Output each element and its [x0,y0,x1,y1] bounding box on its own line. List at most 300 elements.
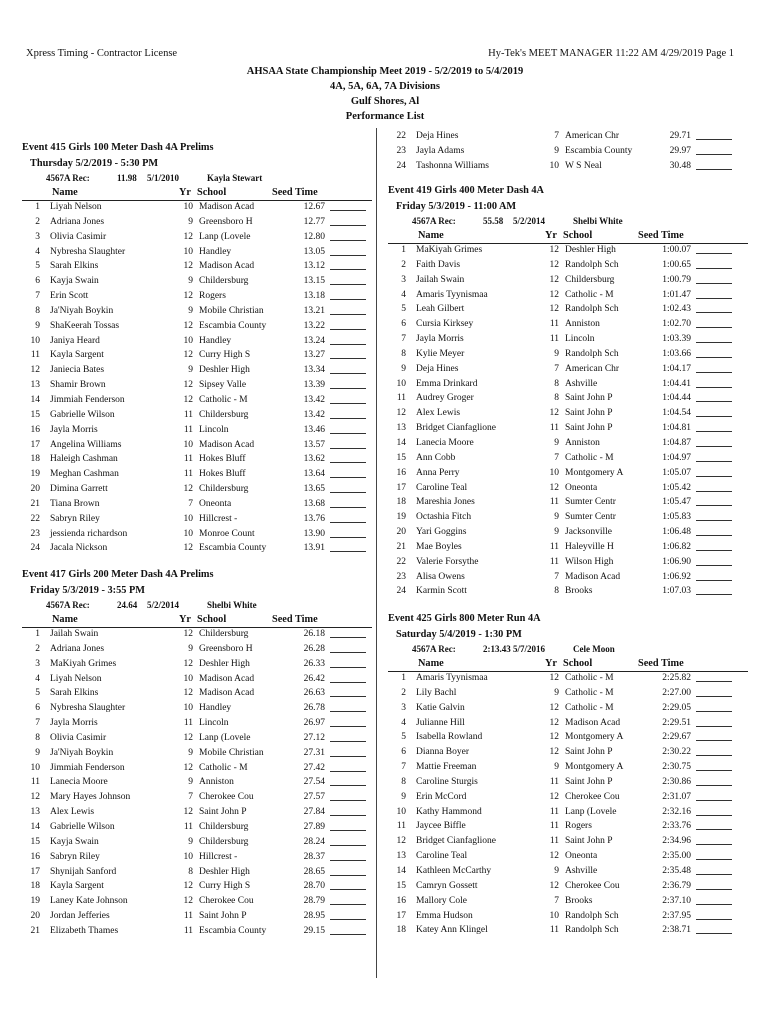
event-417 [22,567,372,940]
result-blank [696,431,732,432]
year: 12 [183,688,193,699]
school: Hillcrest - [199,851,238,862]
school: Randolph Sch [565,925,619,936]
athlete-name: Lanecia Moore [416,437,474,448]
event-title: Event 415 Girls 100 Meter Dash 4A Prelims [22,142,214,153]
seed-time: 2:33.76 [662,821,691,832]
col-school: School [563,658,593,669]
school: Curry High S [199,350,251,361]
athlete-name: Jayla Morris [416,334,464,345]
place: 20 [30,484,40,495]
year: 10 [183,202,193,212]
result-blank [330,667,366,668]
athlete-name: Erin McCord [416,791,467,802]
result-blank [330,889,366,890]
result-row [22,305,372,320]
athlete-name: Jailah Swain [416,274,465,285]
school: Childersburg [199,629,249,639]
result-blank [696,874,732,875]
school: Cherokee Cou [565,880,620,891]
record-time: 24.64 [117,600,138,610]
result-row [388,687,748,702]
seed-time: 13.39 [303,380,325,391]
result-row [22,246,372,261]
year: 11 [183,409,193,420]
athlete-name: Kayla Sargent [50,881,104,892]
year: 12 [549,702,559,713]
place: 7 [401,762,406,773]
seed-time: 26.42 [303,673,325,684]
seed-time: 27.54 [303,777,325,788]
athlete-name: Lanecia Moore [50,777,108,788]
school: Lincoln [565,334,595,345]
result-blank [696,565,732,566]
result-blank [696,505,732,506]
year: 8 [188,866,193,877]
place: 6 [35,703,40,714]
school: Saint John P [199,807,247,818]
athlete-name: Dianna Boyer [416,747,470,758]
place: 8 [35,305,40,316]
result-row [388,556,748,571]
seed-time: 1:04.87 [662,437,691,448]
seed-time: 2:30.86 [662,776,691,787]
col-yr: Yr [545,230,558,241]
result-row [22,439,372,454]
result-blank [696,253,732,254]
athlete-name: Tashonna Williams [416,160,489,171]
result-row [22,821,372,836]
athlete-name: Nybresha Slaughter [50,246,126,257]
athlete-name: Jordan Jefferies [50,911,110,922]
year: 12 [549,245,559,255]
result-row [22,483,372,498]
col-seed: Seed Time [638,230,684,241]
record-label: 4567A Rec: [412,644,456,654]
year: 11 [183,469,193,480]
school: Madison Acad [199,261,255,272]
result-row [22,866,372,881]
seed-time: 1:02.43 [662,304,691,315]
year: 11 [549,776,559,787]
seed-time: 27.57 [303,792,325,803]
year: 11 [183,454,193,465]
result-row [388,820,748,835]
event-title: Event 419 Girls 400 Meter Dash 4A [388,185,544,196]
year: 12 [183,394,193,405]
school: Deshler High [199,365,250,376]
place: 9 [401,363,406,374]
place: 1 [35,202,40,212]
school: Deshler High [199,866,250,877]
result-row [388,585,748,600]
result-blank [330,388,366,389]
place: 16 [30,851,40,862]
school: Sipsey Valle [199,380,247,391]
result-row [388,910,748,925]
athlete-name: Jayla Adams [416,145,465,156]
seed-time: 1:06.90 [662,556,691,567]
column-header [388,229,748,244]
school: Montgomery A [565,732,624,743]
place: 10 [30,762,40,773]
athlete-name: Tiana Brown [50,498,100,509]
school: Oneonta [565,851,598,862]
seed-time: 2:34.96 [662,836,691,847]
result-row [388,303,748,318]
athlete-name: Kathy Hammond [416,806,482,817]
seed-time: 28.79 [303,896,325,907]
place: 5 [35,688,40,699]
result-blank [696,283,732,284]
year: 12 [549,274,559,285]
athlete-name: Amaris Tyynismaa [416,289,488,300]
result-blank [330,875,366,876]
seed-time: 2:32.16 [662,806,691,817]
result-row [388,835,748,850]
result-blank [330,537,366,538]
school: Saint John P [565,393,613,404]
seed-time: 1:07.03 [662,586,691,597]
place: 21 [30,925,40,936]
place: 8 [401,776,406,787]
result-row [388,244,748,259]
col-yr: Yr [179,614,192,625]
year: 10 [183,439,193,450]
seed-time: 1:00.79 [662,274,691,285]
year: 12 [183,291,193,302]
school: Lincoln [199,424,229,435]
result-blank [330,800,366,801]
result-blank [330,358,366,359]
result-row [388,746,748,761]
result-row [388,761,748,776]
athlete-name: Dimina Garrett [50,484,108,495]
place: 8 [401,348,406,359]
record-line [388,642,748,657]
result-blank [696,580,732,581]
result-blank [330,682,366,683]
school: Randolph Sch [565,348,619,359]
report-title: Performance List [345,111,425,122]
school: Sumter Centr [565,512,616,523]
athlete-name: Deja Hines [416,363,459,374]
result-blank [330,448,366,449]
result-row [22,687,372,702]
result-blank [330,551,366,552]
place: 18 [396,925,406,936]
school: Anniston [199,777,234,788]
event-day: Thursday 5/2/2019 - 5:30 PM [30,158,159,169]
athlete-name: Alex Lewis [50,807,95,818]
athlete-name: Sabryn Riley [50,851,100,862]
place: 22 [396,131,406,141]
place: 23 [30,528,40,539]
column-header [388,657,748,672]
result-blank [330,919,366,920]
place: 12 [396,408,406,419]
result-row [388,865,748,880]
school: Cherokee Cou [565,791,620,802]
school: Handley [199,703,232,714]
year: 9 [188,643,193,654]
record-line [22,598,372,613]
result-blank [330,373,366,374]
result-blank [330,418,366,419]
col-seed: Seed Time [638,658,684,669]
seed-time: 26.63 [303,688,325,699]
year: 12 [549,259,559,270]
seed-time: 1:06.92 [662,571,691,582]
result-blank [696,520,732,521]
school: Madison Acad [199,439,255,450]
year: 7 [554,571,559,582]
school: Saint John P [565,836,613,847]
seed-time: 12.67 [303,202,325,212]
place: 19 [30,469,40,480]
year: 12 [183,261,193,272]
school: Lanp (Lovele [199,231,251,242]
year: 10 [549,160,559,171]
athlete-name: Jacala Nickson [50,543,108,554]
result-row [22,275,372,290]
place: 4 [401,717,406,728]
school: American Chr [565,131,620,141]
seed-time: 1:05.47 [662,497,691,508]
result-row [22,673,372,688]
meet-titles [0,64,770,124]
year: 12 [183,484,193,495]
result-row [22,290,372,305]
place: 17 [396,482,406,493]
seed-time: 12.80 [303,231,325,242]
school: Escambia County [565,145,633,156]
result-row [22,409,372,424]
school: Childersburg [199,836,249,847]
year: 10 [549,910,559,921]
col-name: Name [418,230,444,241]
athlete-name: Caroline Teal [416,851,468,862]
place: 22 [30,513,40,524]
seed-time: 1:04.41 [662,378,691,389]
athlete-name: Haleigh Cashman [50,454,118,465]
place: 22 [396,556,406,567]
result-row [388,702,748,717]
result-row [22,528,372,543]
seed-time: 2:37.10 [662,895,691,906]
school: Catholic - M [565,452,614,463]
athlete-name: Katie Galvin [416,702,465,713]
meet-divisions: 4A, 5A, 6A, 7A Divisions [330,81,440,92]
result-blank [330,403,366,404]
result-row [388,130,748,145]
result-blank [696,696,732,697]
place: 2 [35,643,40,654]
result-blank [696,859,732,860]
year: 11 [183,911,193,922]
year: 10 [183,673,193,684]
result-blank [330,522,366,523]
place: 16 [396,467,406,478]
seed-time: 2:30.22 [662,747,691,758]
record-label: 4567A Rec: [412,216,456,226]
result-row [388,333,748,348]
result-blank [696,357,732,358]
school: Ashville [565,378,598,389]
school: Saint John P [565,776,613,787]
result-blank [696,726,732,727]
header-left: Xpress Timing - Contractor License [26,48,178,59]
result-blank [696,933,732,934]
athlete-name: Jailah Swain [50,629,99,639]
seed-time: 2:35.48 [662,865,691,876]
seed-time: 1:06.48 [662,527,691,538]
event-day: Saturday 5/4/2019 - 1:30 PM [396,629,522,640]
athlete-name: Anna Perry [416,467,460,478]
col-seed: Seed Time [272,187,318,198]
place: 5 [401,304,406,315]
result-blank [696,535,732,536]
result-blank [696,327,732,328]
athlete-name: Meghan Cashman [50,469,119,480]
year: 11 [183,718,193,729]
meet-location: Gulf Shores, Al [350,96,420,107]
athlete-name: Karmin Scott [416,586,467,597]
year: 12 [549,880,559,891]
col-yr: Yr [545,658,558,669]
place: 15 [30,409,40,420]
place: 2 [401,687,406,698]
result-row [388,526,748,541]
record-line [22,171,372,186]
place: 11 [30,777,40,788]
school: Greensboro H [199,643,253,654]
seed-time: 29.97 [669,145,691,156]
athlete-name: Octashia Fitch [416,512,472,523]
school: Brooks [565,895,593,906]
athlete-name: Deja Hines [416,131,459,141]
seed-time: 2:27.00 [662,687,691,698]
result-blank [330,904,366,905]
column-header [22,613,372,628]
year: 11 [183,821,193,832]
athlete-name: Shynijah Sanford [50,866,117,877]
result-row [22,498,372,513]
school: Madison Acad [199,673,255,684]
result-row [388,895,748,910]
school: Catholic - M [565,673,614,683]
year: 9 [554,145,559,156]
result-row [388,274,748,289]
seed-time: 13.42 [303,394,325,405]
athlete-name: Bridget Cianfaglione [416,423,496,434]
place: 10 [30,335,40,346]
record-time: 55.58 [483,216,504,226]
seed-time: 1:02.70 [662,319,691,330]
seed-time: 13.91 [303,543,325,554]
result-row [388,289,748,304]
year: 9 [188,836,193,847]
result-blank [696,844,732,845]
seed-time: 13.76 [303,513,325,524]
seed-time: 13.90 [303,528,325,539]
result-row [388,407,748,422]
year: 12 [549,717,559,728]
place: 7 [35,718,40,729]
year: 12 [183,543,193,554]
result-row [388,806,748,821]
result-row [388,850,748,865]
result-blank [696,154,732,155]
seed-time: 12.77 [303,216,325,227]
athlete-name: Ann Cobb [416,452,456,463]
place: 14 [396,865,406,876]
school: Greensboro H [199,216,253,227]
result-row [22,791,372,806]
place: 5 [35,261,40,272]
year: 11 [549,541,559,552]
school: Madison Acad [199,688,255,699]
seed-time: 2:36.79 [662,880,691,891]
school: Saint John P [565,747,613,758]
place: 20 [396,527,406,538]
column-divider [376,128,377,978]
year: 9 [188,777,193,788]
result-blank [330,815,366,816]
result-row [22,542,372,557]
school: Saint John P [565,408,613,419]
result-blank [330,269,366,270]
result-row [388,511,748,526]
seed-time: 30.48 [669,160,691,171]
athlete-name: Alex Lewis [416,408,461,419]
result-row [22,747,372,762]
year: 10 [183,703,193,714]
place: 9 [401,791,406,802]
year: 11 [549,423,559,434]
place: 13 [30,807,40,818]
seed-time: 2:30.75 [662,762,691,773]
school: Hokes Bluff [199,469,246,480]
result-row [22,717,372,732]
place: 4 [35,673,40,684]
result-row [22,513,372,528]
place: 18 [396,497,406,508]
result-blank [330,507,366,508]
place: 11 [30,350,40,361]
school: Haleyville H [565,541,614,552]
record-holder: Shelbi White [573,216,623,226]
seed-time: 13.34 [303,365,325,376]
result-blank [696,755,732,756]
seed-time: 1:05.07 [662,467,691,478]
result-row [22,806,372,821]
record-time: 2:13.43 [483,644,511,654]
result-blank [330,210,366,211]
athlete-name: Angelina Williams [50,439,122,450]
year: 11 [183,424,193,435]
year: 9 [554,437,559,448]
result-blank [330,255,366,256]
year: 7 [554,895,559,906]
place: 7 [35,291,40,302]
result-blank [696,785,732,786]
school: Cherokee Cou [199,792,254,803]
place: 21 [30,498,40,509]
result-blank [330,225,366,226]
school: Randolph Sch [565,304,619,315]
athlete-name: Sabryn Riley [50,513,100,524]
